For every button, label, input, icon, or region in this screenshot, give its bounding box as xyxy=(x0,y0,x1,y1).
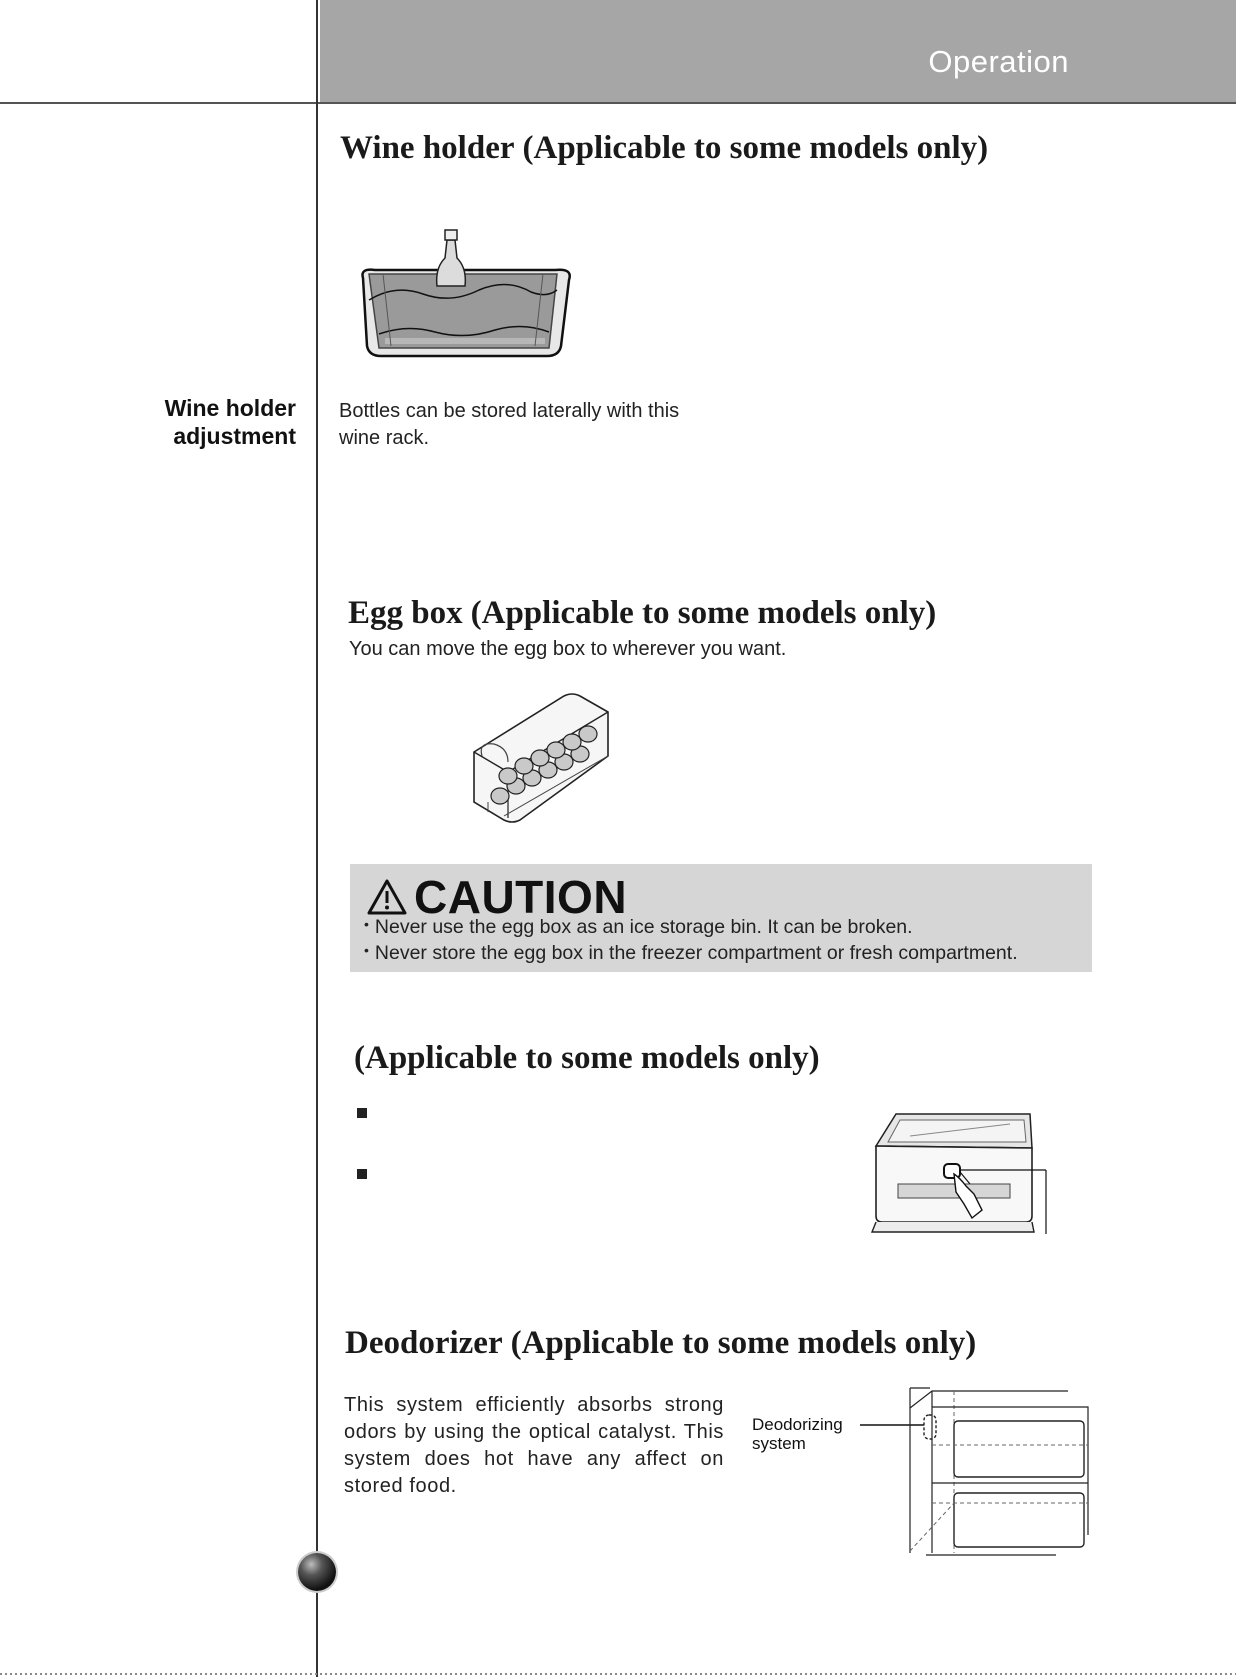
header-rule xyxy=(0,102,1236,104)
deodorizer-subtitle: (Applicable to some models only) xyxy=(510,1325,977,1361)
caution-item: • Never use the egg box as an ice storage bin. It can be broken. xyxy=(364,916,913,938)
deodorizing-label-line2: system xyxy=(752,1434,806,1453)
egg-box-illustration xyxy=(468,692,618,826)
deodorizing-label-line1: Deodorizing xyxy=(752,1415,843,1434)
wine-holder-text-line1: Bottles can be stored laterally with this xyxy=(339,400,680,422)
egg-box-description: You can move the egg box to wherever you want. xyxy=(349,638,787,660)
page-marker-icon xyxy=(298,1553,336,1591)
square-bullet xyxy=(357,1108,367,1118)
wine-holder-heading xyxy=(340,130,988,167)
section-subheading: (Applicable to some models only) xyxy=(354,1040,820,1076)
sidebar-label-wine-holder-adjustment xyxy=(165,394,296,450)
wine-holder-description xyxy=(339,398,679,452)
caution-title: CAUTION xyxy=(414,871,628,923)
drawer-illustration xyxy=(870,1108,1050,1240)
egg-box-heading xyxy=(348,595,936,632)
caution-item: • Never store the egg box in the freezer compartment or fresh compartment. xyxy=(364,942,1018,964)
caution-box xyxy=(350,864,1092,972)
egg-box-subtitle: (Applicable to some models only) xyxy=(470,595,937,631)
deodorizer-description: This system efficiently absorbs strong odors by using the optical catalyst. This system does hot have any affect on stored food. xyxy=(344,1394,724,1497)
bottom-border xyxy=(0,1673,1236,1675)
page-section-title: Operation xyxy=(928,44,1069,79)
deodorizer-heading xyxy=(345,1325,976,1362)
caution-item-text: Never use the egg box as an ice storage bin. It can be broken. xyxy=(374,916,913,938)
sidebar-label-line2: adjustment xyxy=(173,423,296,449)
wine-holder-title: Wine holder xyxy=(340,130,515,166)
square-bullet xyxy=(357,1169,367,1179)
egg-box-title: Egg box xyxy=(348,595,463,631)
sidebar-label-line1: Wine holder xyxy=(164,395,296,421)
wine-holder-illustration xyxy=(355,228,580,362)
caution-item-text: Never store the egg box in the freezer compartment or fresh compartment. xyxy=(374,942,1018,964)
warning-triangle-icon xyxy=(366,878,408,916)
header-bar xyxy=(320,0,1236,102)
wine-holder-text-line2: wine rack. xyxy=(339,427,430,449)
margin-rule xyxy=(316,0,318,1677)
wine-holder-subtitle: (Applicable to some models only) xyxy=(522,130,989,166)
deodorizing-system-label xyxy=(752,1415,843,1453)
deodorizer-illustration xyxy=(860,1383,1095,1563)
deodorizer-title: Deodorizer xyxy=(345,1325,503,1361)
